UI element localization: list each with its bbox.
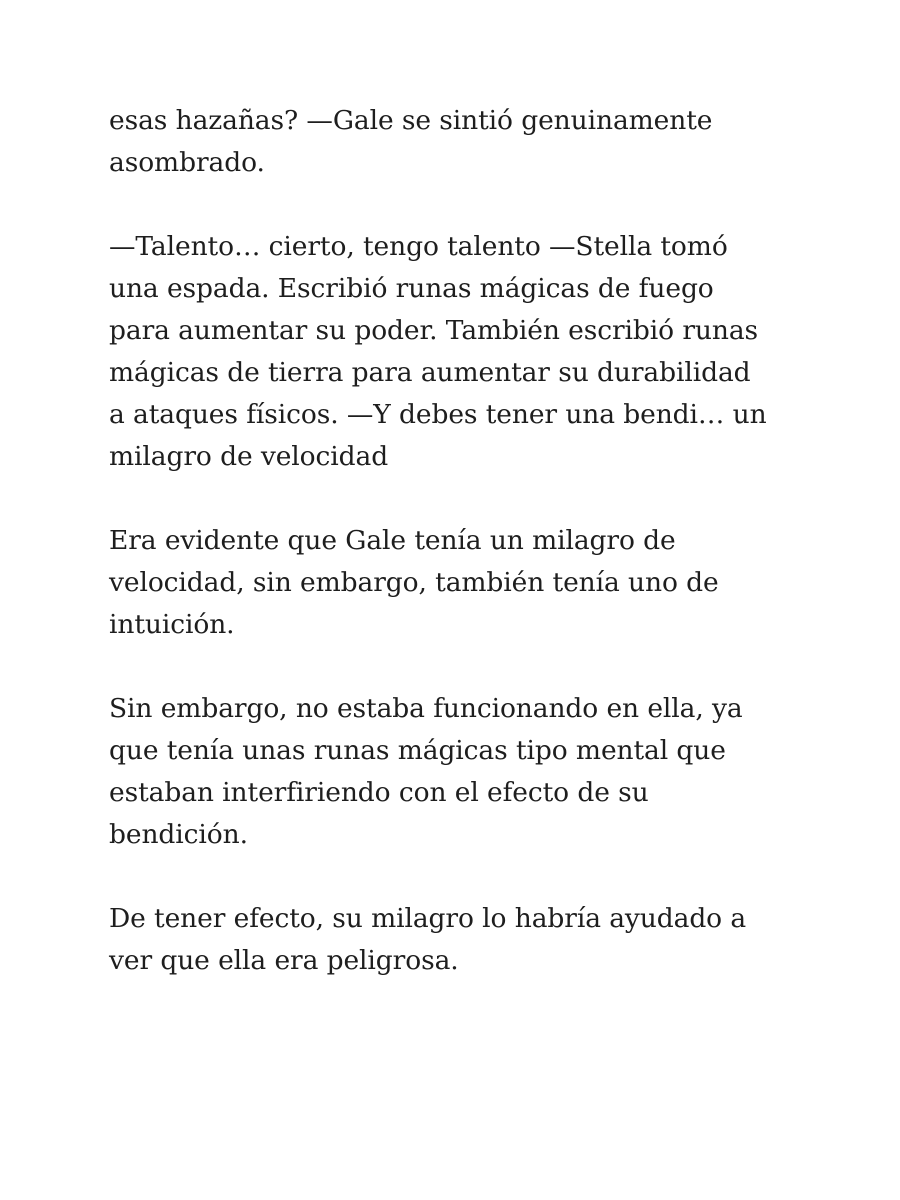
text-line: milagro de velocidad xyxy=(109,441,389,472)
text-line: esas hazañas? —Gale se sintió genuinamente xyxy=(109,105,713,136)
paragraph-1 xyxy=(109,100,809,184)
document-body xyxy=(109,100,809,1024)
paragraph-4 xyxy=(109,688,809,856)
text-line: De tener efecto, su milagro lo habría ayudado a xyxy=(109,903,747,934)
text-line: Era evidente que Gale tenía un milagro de xyxy=(109,525,676,556)
paragraph-2 xyxy=(109,226,809,478)
text-line: para aumentar su poder. También escribió runas xyxy=(109,315,759,346)
text-line: que tenía unas runas mágicas tipo mental que xyxy=(109,735,726,766)
paragraph-5 xyxy=(109,898,809,982)
text-line: bendición. xyxy=(109,819,248,850)
text-line: estaban interfiriendo con el efecto de su xyxy=(109,777,649,808)
text-line: intuición. xyxy=(109,609,235,640)
text-line: velocidad, sin embargo, también tenía uno de xyxy=(109,567,719,598)
text-line: una espada. Escribió runas mágicas de fuego xyxy=(109,273,714,304)
text-line: asombrado. xyxy=(109,147,265,178)
text-line: a ataques físicos. —Y debes tener una bendi… un xyxy=(109,399,767,430)
text-line: mágicas de tierra para aumentar su durabilidad xyxy=(109,357,751,388)
text-line: Sin embargo, no estaba funcionando en ella, ya xyxy=(109,693,743,724)
text-line: ver que ella era peligrosa. xyxy=(109,945,459,976)
text-line: —Talento… cierto, tengo talento —Stella tomó xyxy=(109,231,728,262)
paragraph-3 xyxy=(109,520,809,646)
